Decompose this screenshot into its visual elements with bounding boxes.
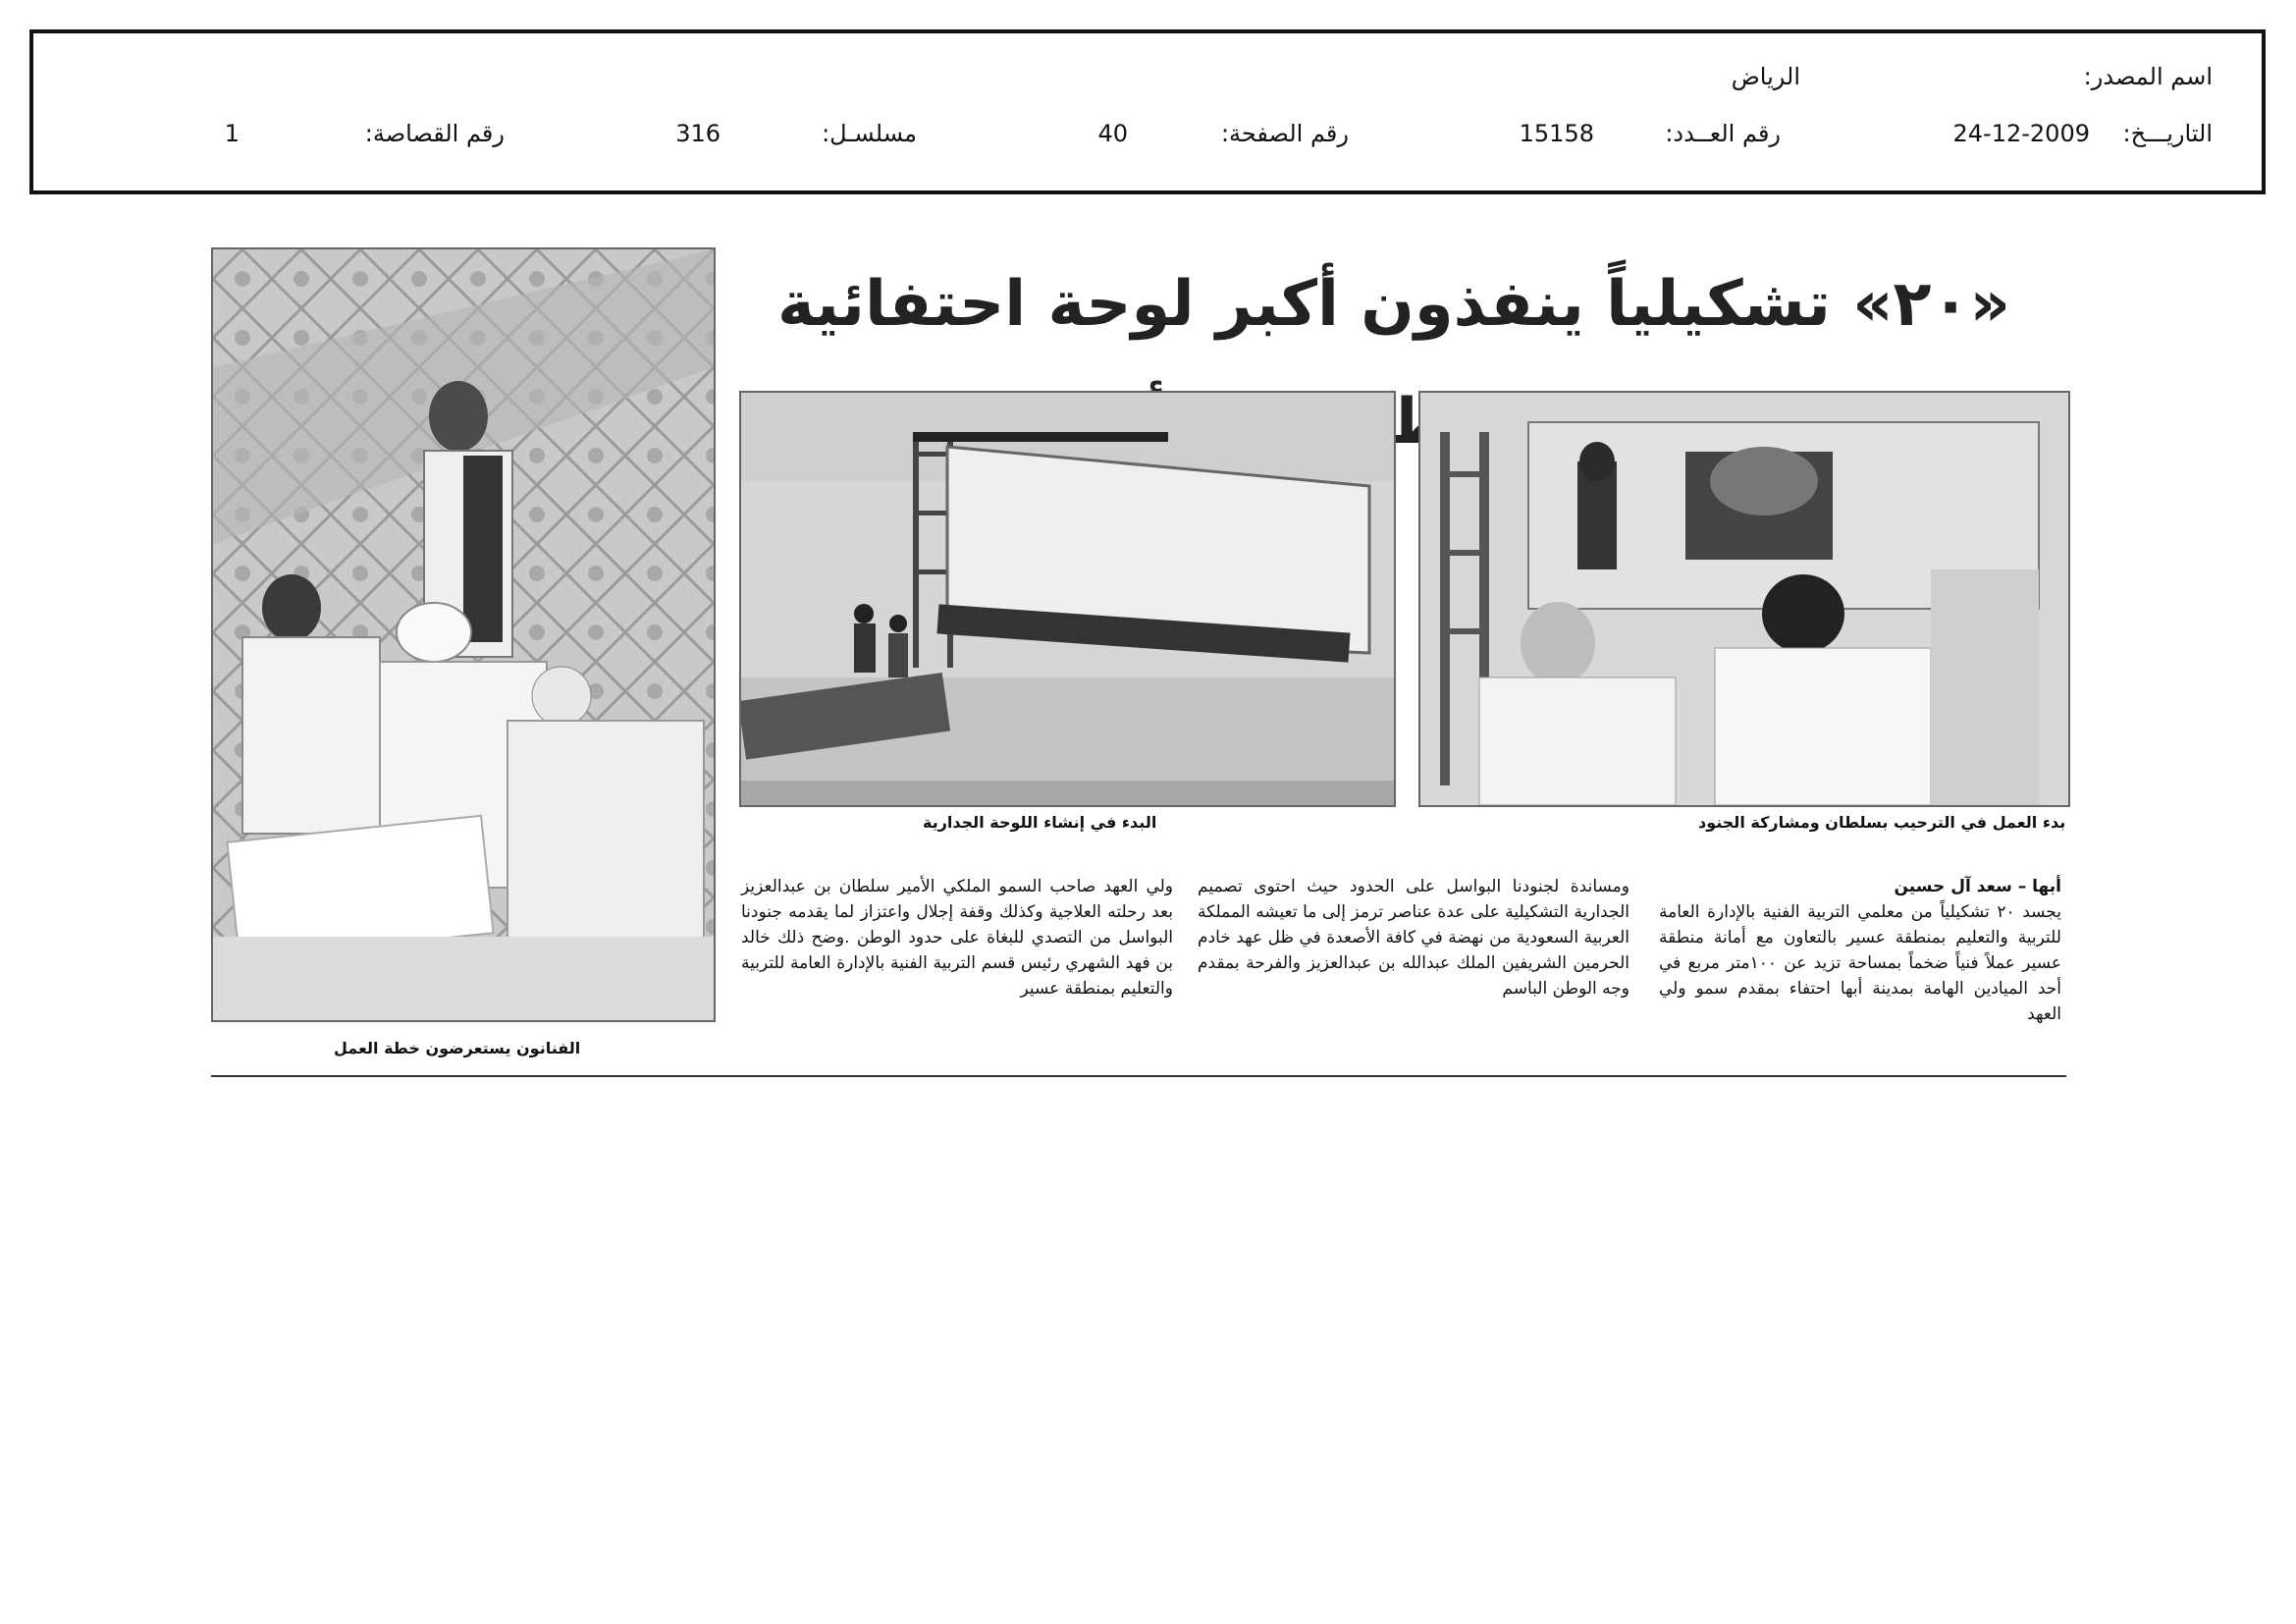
article-column-1 [1659,874,2061,1027]
clipping-metadata-box [29,29,2266,194]
newspaper-article [206,245,2081,1090]
photo-welcoming-work-start [1418,391,2070,807]
column-3-text: ولي العهد صاحب السمو الملكي الأمير سلطان بن عبدالعزيز بعد رحلته العلاجية وكذلك وقفة إجلال واعتزاز لما يقدمه جنودنا البواسل من التصدي للبغاة على حدود الوطن .وضح ذلك خالد بن فهد الشهري رئيس قسم التربية الفنية بالإدارة العامة للتربية والتعليم بمنطقة عسير [741,877,1173,999]
caption-middle-photo: البدء في إنشاء اللوحة الجدارية [923,813,1157,832]
article-column-2 [1198,874,1629,1001]
article-byline: أبها – سعد آل حسين [1894,877,2061,896]
column-1-text: يجسد ٢٠ تشكيلياً من معلمي التربية الفنية بالإدارة العامة للتربية والتعليم بمنطقة عسير بالتعاون مع أمانة منطقة عسير عملاً فنياً ضخماً بمساحة تزيد عن ١٠٠متر مربع في أحد الميادين الهامة بمدينة أبها احتفاء بمقدم سمو ولي العهد [1659,902,2062,1024]
issue-value: 15158 [1519,120,1594,147]
photo-mural-construction [739,391,1396,807]
source-value: الرياض [1731,63,1800,90]
page-value: 40 [1097,120,1128,147]
date-value: 24-12-2009 [1952,120,2090,147]
source-label: اسم المصدر: [2083,63,2213,90]
serial-value: 316 [675,120,721,147]
page-label: رقم الصفحة: [1220,120,1349,147]
photo-artists-reviewing-plan [211,247,716,1022]
clip-label: رقم القصاصة: [364,120,505,147]
caption-right-photo: بدء العمل في الترحيب بسلطان ومشاركة الجنود [1698,813,2066,832]
column-2-text: ومساندة لجنودنا البواسل على الحدود حيث احتوى تصميم الجدارية التشكيلية على عدة عناصر ترمز إلى ما تعيشه المملكة العربية السعودية من نهضة في كافة الأصعدة في ظل عهد خادم الحرمين الشريفين الملك عبدالله بن عبدالعزيز والفرحة بمقدم وجه الوطن الباسم [1198,877,1629,999]
serial-label: مسلسـل: [822,120,917,147]
article-headline: «٢٠» تشكيلياً ينفذون أكبر لوحة احتفائية [776,268,2011,341]
caption-left-photo: الفنانون يستعرضون خطة العمل [334,1039,581,1057]
clip-value: 1 [224,120,240,147]
date-label: التاريـــخ: [2122,120,2213,147]
article-column-3 [741,874,1173,1001]
article-bottom-rule [211,1075,2066,1077]
issue-label: رقم العــدد: [1665,120,1781,147]
